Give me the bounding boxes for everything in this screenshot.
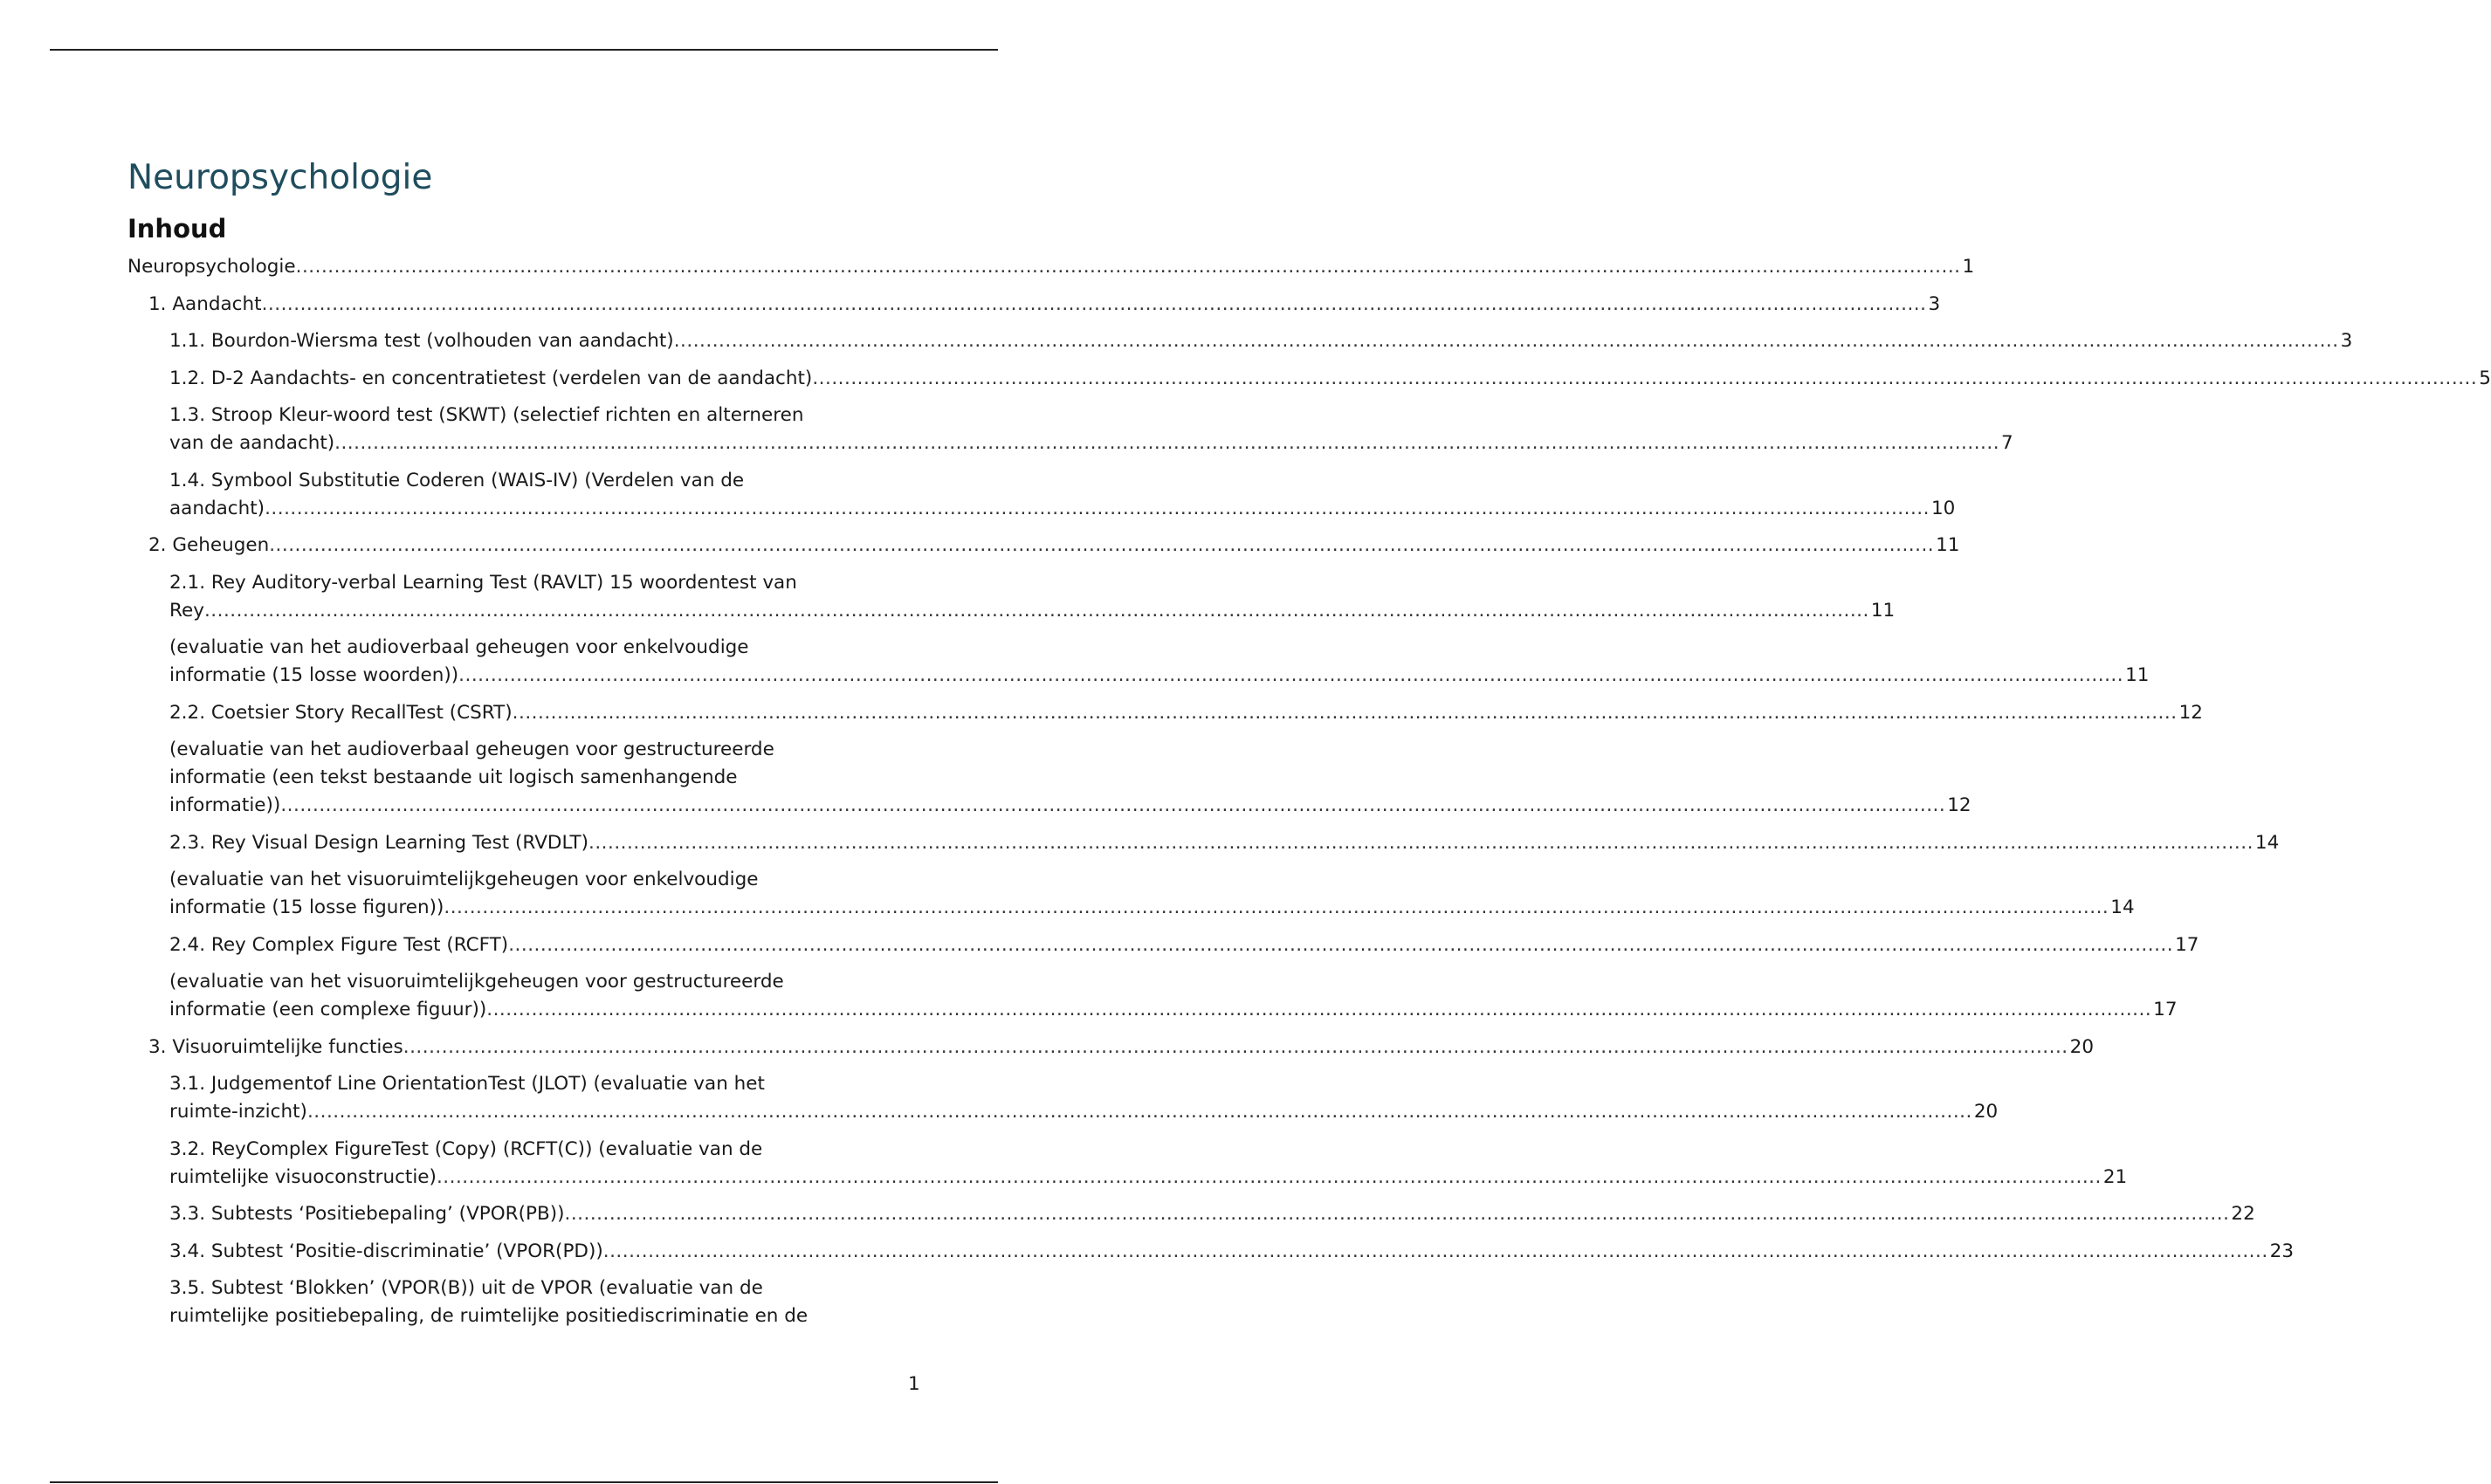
toc-entry[interactable] <box>127 569 1896 625</box>
toc-entry[interactable] <box>127 402 2013 457</box>
toc-page-number: 11 <box>1870 599 1896 622</box>
toc-entry-text: (evaluatie van het visuoruimtelijkgeheugen voor enkelvoudige <box>169 869 759 890</box>
toc-leader-dots: .................................................................................................................................................................................................................................................................... <box>306 1101 1972 1123</box>
toc-page-number: 7 <box>2001 432 2013 454</box>
toc-entry-text: (evaluatie van het visuoruimtelijkgeheugen voor gestructureerde <box>169 971 784 993</box>
toc-heading: Inhoud <box>127 214 227 244</box>
toc-entry-text: Rey <box>169 599 204 622</box>
toc-entry-text: ruimte-inzicht) <box>169 1101 307 1123</box>
toc-entry-text: informatie (een complexe figuur)) <box>169 999 487 1020</box>
toc-entry-text: 3.4. Subtest ‘Positie-discriminatie’ (VPOR(PD)) <box>169 1240 603 1262</box>
toc-entry[interactable] <box>127 634 2150 690</box>
toc-leader-dots: .................................................................................................................................................................................................................................................................... <box>280 794 1946 816</box>
toc-entry[interactable] <box>127 291 1941 319</box>
toc-leader-dots: .................................................................................................................................................................................................................................................................... <box>812 367 2478 389</box>
toc-leader-dots: .................................................................................................................................................................................................................................................................... <box>486 999 2152 1020</box>
toc-entry[interactable] <box>127 467 1956 523</box>
toc-entry-text: ruimtelijke visuoconstructie) <box>169 1165 437 1188</box>
toc-entry-text: informatie)) <box>169 794 281 816</box>
toc-page-number: 11 <box>1936 534 1960 556</box>
toc-page-number: 23 <box>2269 1240 2295 1262</box>
toc-entry[interactable] <box>127 532 1960 560</box>
toc-entry-text: 1.2. D-2 Aandachts- en concentratietest (verdelen van de aandacht) <box>169 367 813 389</box>
toc-entry[interactable] <box>127 1200 2255 1228</box>
toc-entry[interactable] <box>127 253 1975 281</box>
toc-leader-dots: .................................................................................................................................................................................................................................................................... <box>602 1240 2268 1262</box>
toc-leader-dots: .................................................................................................................................................................................................................................................................... <box>403 1035 2068 1058</box>
toc-entry-text: 2.1. Rey Auditory-verbal Learning Test (RAVLT) 15 woordentest van <box>169 571 797 594</box>
toc-leader-dots: .................................................................................................................................................................................................................................................................... <box>508 933 2174 956</box>
toc-page-number: 22 <box>2231 1203 2255 1225</box>
page-number: 1 <box>908 1373 920 1395</box>
toc-entry-text: 3.2. ReyComplex FigureTest (Copy) (RCFT(C)) (evaluatie van de <box>169 1137 763 1160</box>
toc-page-number: 12 <box>1947 794 1971 816</box>
toc-entry-text: 2.3. Rey Visual Design Learning Test (RVDLT) <box>169 831 589 854</box>
toc-entry-text: 1.3. Stroop Kleur-woord test (SKWT) (selectief richten en alterneren <box>169 404 804 426</box>
toc-entry-text: informatie (15 losse woorden)) <box>169 664 459 686</box>
toc-entry-text: 3.5. Subtest ‘Blokken’ (VPOR(B)) uit de VPOR (evaluatie van de <box>169 1277 763 1299</box>
toc-leader-dots: .................................................................................................................................................................................................................................................................... <box>436 1165 2102 1188</box>
toc-page-number: 12 <box>2178 701 2203 724</box>
header-rule <box>50 49 998 51</box>
toc-entry[interactable] <box>127 931 2199 959</box>
footer-rule <box>50 1481 998 1483</box>
toc-entry[interactable] <box>127 365 2491 393</box>
toc-leader-dots: .................................................................................................................................................................................................................................................................... <box>444 897 2109 918</box>
toc-entry[interactable] <box>127 866 2135 922</box>
toc-page-number: 3 <box>1928 292 1941 315</box>
document-page <box>127 154 2491 1340</box>
toc-page-number: 14 <box>2110 897 2135 918</box>
toc-entry-text: 1.4. Symbool Substitutie Coderen (WAIS-IV) (Verdelen van de <box>169 469 745 491</box>
toc-entry-text: (evaluatie van het audioverbaal geheugen voor enkelvoudige <box>169 636 749 658</box>
toc-page-number: 20 <box>2069 1035 2094 1058</box>
toc-entry-text: 3.3. Subtests ‘Positiebepaling’ (VPOR(PB)) <box>169 1203 565 1225</box>
toc-page-number: 17 <box>2153 999 2178 1020</box>
document-title: Neuropsychologie <box>127 158 433 197</box>
toc-page-number: 14 <box>2254 831 2280 854</box>
toc-leader-dots: .................................................................................................................................................................................................................................................................... <box>458 664 2124 686</box>
toc-entry-text: informatie (een tekst bestaande uit logisch samenhangende <box>169 766 738 788</box>
toc-entry[interactable] <box>127 1238 2295 1266</box>
toc-entry[interactable] <box>127 1034 2094 1061</box>
toc-entry-text: 2.4. Rey Complex Figure Test (RCFT) <box>169 933 509 956</box>
toc-entry[interactable] <box>127 327 2353 355</box>
toc-leader-dots: .................................................................................................................................................................................................................................................................... <box>269 534 1935 556</box>
toc-leader-dots: .................................................................................................................................................................................................................................................................... <box>261 292 1927 315</box>
toc-entry-text: (evaluatie van het audioverbaal geheugen voor gestructureerde <box>169 739 774 760</box>
toc-entry-text: 1. Aandacht <box>148 292 262 315</box>
toc-entry-text: van de aandacht) <box>169 432 335 454</box>
toc-entry-text: ruimtelijke positiebepaling, de ruimtelijke positiediscriminatie en de <box>169 1305 809 1327</box>
toc-entry[interactable] <box>127 968 2178 1024</box>
toc-entry[interactable] <box>127 1274 922 1330</box>
toc-leader-dots: .................................................................................................................................................................................................................................................................... <box>295 256 1961 278</box>
toc-entry-text: aandacht) <box>169 497 265 519</box>
toc-entry-text: 3.1. Judgementof Line OrientationTest (JLOT) (evaluatie van het <box>169 1073 765 1095</box>
toc-entry-text: 2.2. Coetsier Story RecallTest (CSRT) <box>169 701 513 724</box>
toc-entry-text: 3. Visuoruimtelijke functies <box>148 1035 403 1058</box>
toc-page-number: 11 <box>2125 664 2150 686</box>
toc-page-number: 5 <box>2479 367 2491 389</box>
table-of-contents <box>127 253 2491 1330</box>
toc-entry[interactable] <box>127 699 2203 727</box>
toc-entry-text: 1.1. Bourdon-Wiersma test (volhouden van aandacht) <box>169 330 674 352</box>
toc-leader-dots: .................................................................................................................................................................................................................................................................... <box>588 831 2254 854</box>
toc-leader-dots: .................................................................................................................................................................................................................................................................... <box>265 497 1930 519</box>
toc-page-number: 10 <box>1930 497 1956 519</box>
toc-leader-dots: .................................................................................................................................................................................................................................................................... <box>564 1203 2230 1225</box>
toc-page-number: 3 <box>2340 330 2353 352</box>
toc-leader-dots: .................................................................................................................................................................................................................................................................... <box>512 701 2178 724</box>
toc-entry[interactable] <box>127 1070 1999 1126</box>
toc-entry-text: 2. Geheugen <box>148 534 270 556</box>
toc-page-number: 1 <box>1962 256 1975 278</box>
toc-entry-text: Neuropsychologie <box>127 256 296 278</box>
toc-leader-dots: .................................................................................................................................................................................................................................................................... <box>673 330 2339 352</box>
toc-entry[interactable] <box>127 736 1971 820</box>
toc-entry[interactable] <box>127 1136 2128 1192</box>
toc-page-number: 20 <box>1973 1101 1999 1123</box>
toc-leader-dots: .................................................................................................................................................................................................................................................................... <box>334 432 2000 454</box>
toc-leader-dots: .................................................................................................................................................................................................................................................................... <box>203 599 1869 622</box>
toc-page-number: 21 <box>2102 1165 2128 1188</box>
toc-page-number: 17 <box>2175 933 2199 956</box>
toc-entry-text: informatie (15 losse figuren)) <box>169 897 444 918</box>
toc-entry[interactable] <box>127 829 2280 857</box>
